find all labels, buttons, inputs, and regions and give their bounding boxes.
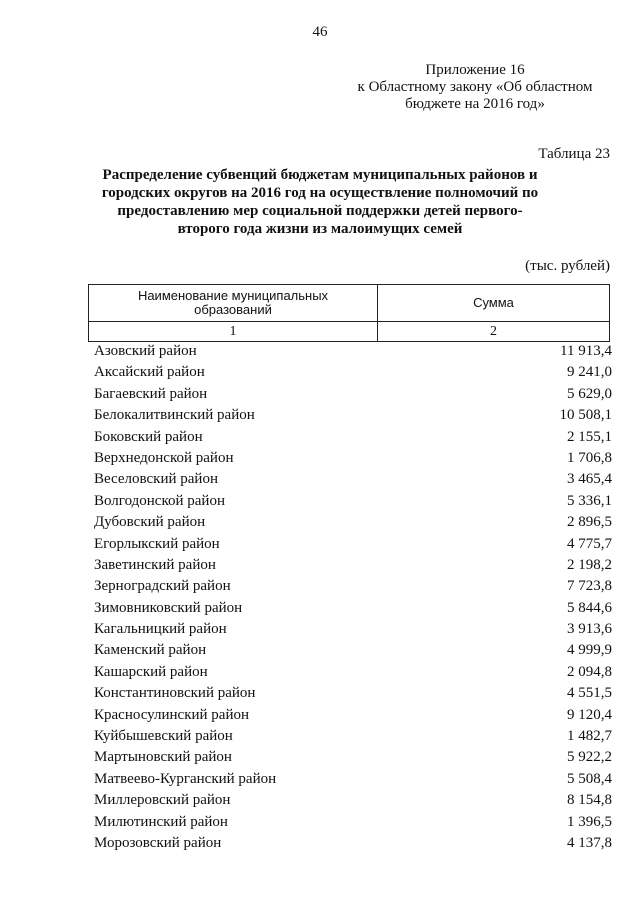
row-name: Азовский район	[94, 343, 197, 359]
row-name: Миллеровский район	[94, 792, 231, 809]
table-row	[94, 576, 612, 597]
row-name: Веселовский район	[94, 471, 218, 488]
table-row	[94, 640, 612, 661]
row-name: Красносулинский район	[94, 706, 250, 723]
row-sum: 10 508,1	[559, 407, 612, 424]
table-body	[94, 341, 612, 854]
table-row	[94, 448, 612, 469]
document-title: Распределение субвенций бюджетам муниципальных районов и городских округов на 2016 год на осуществление полномочий по предоставлению мер социальной поддержки детей первого-второго года жизни из малоимущих семей	[101, 167, 539, 237]
appendix-line-3: бюджете на 2016 год»	[405, 96, 545, 112]
row-name: Боковский район	[94, 428, 203, 445]
row-name: Волгодонской район	[94, 492, 225, 509]
column-number-2: 2	[378, 322, 610, 342]
row-name: Зимовниковский район	[94, 599, 243, 616]
row-name: Морозовский район	[94, 834, 222, 851]
row-sum: 4 137,8	[567, 834, 612, 851]
row-name: Каменский район	[94, 642, 207, 659]
table-row	[94, 341, 612, 362]
row-sum: 5 922,2	[567, 749, 612, 766]
row-sum: 2 198,2	[567, 556, 612, 573]
table-row	[94, 469, 612, 490]
row-sum: 1 706,8	[567, 449, 612, 466]
row-name: Куйбышевский район	[94, 728, 233, 745]
row-sum: 3 913,6	[567, 621, 612, 638]
table-row	[94, 705, 612, 726]
table-row	[94, 362, 612, 383]
appendix-line-2: к Областному закону «Об областном	[357, 79, 593, 95]
row-name: Матвеево-Курганский район	[94, 770, 277, 787]
header-sum: Сумма	[378, 285, 610, 322]
row-sum: 4 775,7	[567, 535, 612, 552]
row-sum: 2 155,1	[567, 428, 612, 445]
appendix-line-1: Приложение 16	[425, 62, 525, 78]
row-name: Кагальницкий район	[94, 621, 227, 638]
row-sum: 1 482,7	[567, 728, 612, 745]
appendix-note	[340, 62, 610, 113]
row-sum: 9 120,4	[567, 706, 612, 723]
table-row	[94, 512, 612, 533]
table-row	[94, 405, 612, 426]
row-name: Багаевский район	[94, 385, 208, 402]
row-name: Аксайский район	[94, 364, 205, 381]
table-label: Таблица 23	[538, 146, 610, 162]
table-row	[94, 833, 612, 854]
table-row	[94, 662, 612, 683]
row-name: Милютинский район	[94, 813, 228, 830]
row-name: Кашарский район	[94, 663, 208, 680]
table-row	[94, 683, 612, 704]
table-row	[94, 491, 612, 512]
row-sum: 5 629,0	[567, 385, 612, 402]
units-label: (тыс. рублей)	[525, 258, 610, 274]
row-sum: 5 336,1	[567, 492, 612, 509]
row-name: Дубовский район	[94, 514, 206, 531]
row-name: Зерноградский район	[94, 578, 231, 595]
row-sum: 5 844,6	[567, 599, 612, 616]
row-sum: 3 465,4	[567, 471, 612, 488]
row-sum: 5 508,4	[567, 770, 612, 787]
row-name: Верхнедонской район	[94, 449, 234, 466]
table-row	[94, 619, 612, 640]
row-sum: 9 241,0	[567, 364, 612, 381]
row-name: Белокалитвинский район	[94, 407, 255, 424]
table-row	[94, 747, 612, 768]
column-number-1: 1	[89, 322, 378, 342]
row-sum: 11 913,4	[560, 343, 612, 359]
table-row	[94, 769, 612, 790]
row-sum: 4 551,5	[567, 685, 612, 702]
row-name: Мартыновский район	[94, 749, 232, 766]
row-sum: 2 896,5	[567, 514, 612, 531]
table-row	[94, 598, 612, 619]
header-name: Наименование муниципальных образований	[89, 285, 378, 322]
table-row	[94, 427, 612, 448]
row-sum: 8 154,8	[567, 792, 612, 809]
row-sum: 2 094,8	[567, 663, 612, 680]
row-name: Заветинский район	[94, 556, 216, 573]
table-row	[94, 555, 612, 576]
table-row	[94, 726, 612, 747]
table-row	[94, 790, 612, 811]
table-row	[94, 812, 612, 833]
page-number: 46	[312, 24, 328, 40]
row-name: Константиновский район	[94, 685, 256, 702]
row-sum: 4 999,9	[567, 642, 612, 659]
table-row	[94, 534, 612, 555]
table-row	[94, 384, 612, 405]
table-header	[88, 284, 610, 342]
row-sum: 7 723,8	[567, 578, 612, 595]
row-sum: 1 396,5	[567, 813, 612, 830]
row-name: Егорлыкский район	[94, 535, 220, 552]
